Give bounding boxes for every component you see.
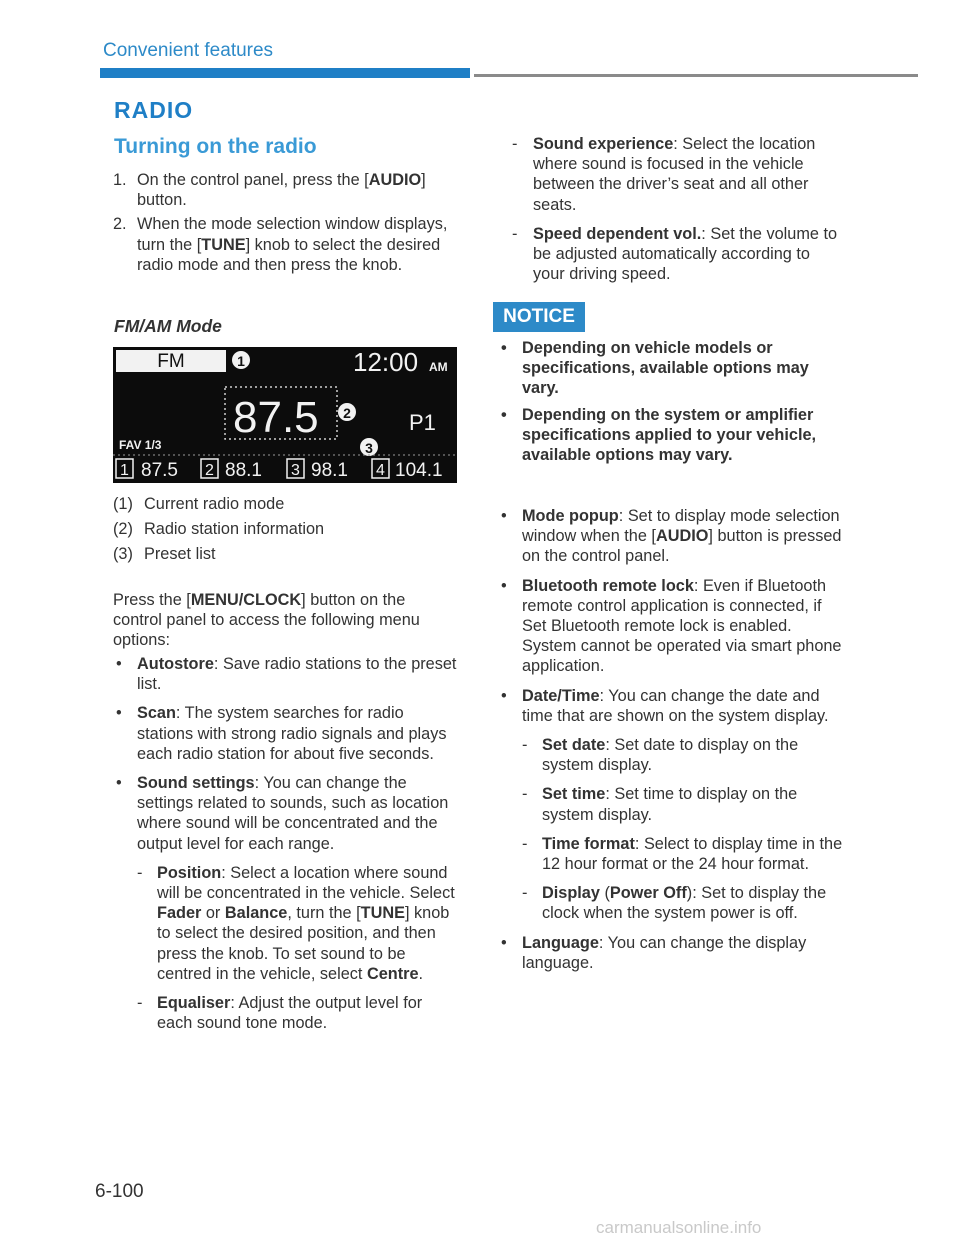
legend-item [113,494,458,514]
menu-option-sound-settings [113,773,458,1033]
option-label: Time format [542,834,635,853]
option-text: or [201,904,225,923]
dash-icon: - [522,834,528,853]
option-text: : You can change the display language. [522,933,807,972]
legend-number: (2) [113,520,133,539]
option-text: , turn the [ [287,904,361,923]
suboption-sound-experience [498,134,843,215]
notice-item [498,338,843,399]
option-label: Set time [542,785,606,804]
suboption-time-format [522,834,843,874]
step-item [113,170,453,210]
suboption-display [522,883,843,923]
option-text: : You can change the settings related to sounds, such as location where sound will be concentrated and the output level for each range. [137,774,449,853]
option-text: ] button is pressed on the control panel. [522,527,842,566]
notice-item [498,405,843,466]
dash-icon: - [522,884,528,903]
dash-icon: - [522,736,528,755]
step-item [113,214,453,275]
preset-frequency: 87.5 [141,460,178,481]
option-label: Scan [137,704,176,723]
option-label: Set date [542,736,606,755]
suboption-set-time [522,784,843,824]
bullet-icon: • [501,933,507,952]
option-label: Autostore [137,655,214,673]
legend-item [113,544,458,564]
option-key: Power Off [609,884,687,903]
option-label: Equaliser [157,994,231,1013]
suboption-position [137,863,458,984]
bullet-icon: • [116,704,122,723]
clock-ampm: AM [429,360,448,374]
step-text: When the mode selection window displays, turn the [ [137,215,448,254]
step-key: TUNE [201,235,246,254]
legend-text: Current radio mode [144,495,285,513]
notice-badge: NOTICE [493,302,585,332]
option-text: : Even if Bluetooth remote control application is connected, if Set Bluetooth remote lock is enabled. System cannot be operated via smart phone application. [522,576,842,676]
preset-page: P1 [409,410,436,435]
option-label: Mode popup [522,507,619,525]
preset-number: 3 [291,462,300,479]
option-text: : You can change the date and time that are shown on the system display. [522,686,829,725]
menu-options-right [498,506,843,982]
preset-number: 1 [120,462,129,479]
dash-icon: - [512,135,518,153]
suboption-equaliser [137,993,458,1033]
menu-option-bluetooth-remote-lock [498,576,843,677]
menu-option-language [498,933,843,973]
page-title: RADIO [114,97,194,123]
option-text: : Set time to display on the system display. [542,785,798,824]
option-text: : Adjust the output level for each sound tone mode. [157,994,423,1033]
option-text: : Set the volume to be adjusted automatically according to your driving speed. [533,224,838,284]
header-rule-blue [100,68,470,78]
step-key: AUDIO [368,171,422,189]
preset-number: 4 [376,462,385,479]
option-key: TUNE [360,904,405,923]
bullet-icon: • [116,655,122,673]
notice-text: Depending on the system or amplifier specifications applied to your vehicle, available options may vary. [522,405,817,465]
menu-intro-paragraph [113,590,458,651]
steps-list [113,170,453,279]
suboption-set-date [522,735,843,775]
callout-2-label: 2 [343,405,351,421]
screen-legend [113,494,458,570]
clock-readout: 12:00 [353,347,419,377]
legend-text: Preset list [144,545,216,564]
option-label: Sound settings [137,774,255,793]
option-label: Position [157,863,222,882]
menu-option-date-time [498,686,843,924]
menu-option-autostore [113,654,458,694]
option-label: Speed dependent vol. [533,224,702,243]
watermark: carmanualsonline.info [596,1218,762,1237]
option-label: Bluetooth remote lock [522,576,694,595]
option-text: : Select a location where sound will be concentrated in the vehicle. Select [157,863,455,903]
option-key: Fader [157,904,202,923]
legend-text: Radio station information [144,520,325,539]
option-label: Display [542,884,600,903]
section-subtitle: Turning on the radio [114,135,317,158]
option-key: Centre [366,964,419,983]
step-text: ] button. [137,171,426,210]
option-text: : Select the location where sound is focused in the vehicle between the driver’s seat and all other seats. [533,135,816,214]
header-rule-grey [474,74,918,77]
bullet-icon: • [116,774,122,793]
step-number: 2. [113,215,127,234]
dash-icon: - [512,224,518,243]
step-number: 1. [113,171,127,189]
legend-number: (3) [113,545,133,564]
bullet-icon: • [501,507,507,525]
option-text: : Save radio stations to the preset list. [137,655,457,694]
step-text: ] knob to select the desired radio mode and then press the knob. [137,235,441,274]
dash-icon: - [522,785,528,804]
page-number: 6-100 [95,1181,144,1202]
option-text: : Set date to display on the system display. [542,736,799,775]
option-text: ): Set to display the clock when the system power is off. [542,884,827,923]
option-label: Sound experience [533,135,674,153]
bullet-icon: • [501,686,507,705]
bullet-icon: • [501,339,507,357]
option-text: . [418,964,424,983]
step-text: On the control panel, press the [ [137,171,369,189]
sound-settings-continued [498,134,843,293]
menu-option-scan [113,703,458,764]
option-text: : Set to display mode selection window when the [ [522,507,840,546]
fav-label: FAV 1/3 [119,438,162,452]
section-header: Convenient features [103,40,274,61]
option-text: : The system searches for radio stations with strong radio signals and plays each radio station for about five seconds. [137,704,447,763]
dash-icon: - [137,994,143,1013]
option-text: ] knob to select the desired position, and then press the knob. To set sound to be centred in the vehicle, select [157,904,450,983]
callout-1-label: 1 [237,353,245,369]
radio-screen-illustration [113,347,457,483]
option-text: ( [599,884,610,903]
menu-options-left [113,654,458,1042]
option-key: Balance [224,904,288,923]
legend-number: (1) [113,495,133,513]
preset-frequency: 98.1 [311,460,348,481]
menu-option-mode-popup [498,506,843,567]
intro-key: MENU/CLOCK [190,591,302,609]
preset-frequency: 104.1 [395,460,443,481]
option-label: Date/Time [522,686,600,705]
mode-heading: FM/AM Mode [114,316,222,336]
notice-text: Depending on vehicle models or specifications, available options may vary. [522,339,809,398]
preset-frequency: 88.1 [225,460,262,481]
dash-icon: - [137,863,143,882]
notice-list [498,338,843,471]
intro-text: ] button on the control panel to access the following menu options: [113,591,420,650]
preset-number: 2 [205,462,214,479]
option-key: AUDIO [655,527,709,546]
bullet-icon: • [501,405,507,424]
mode-label: FM [157,351,185,372]
bullet-icon: • [501,576,507,595]
frequency-readout: 87.5 [233,393,319,442]
option-text: : Select to display time in the 12 hour format or the 24 hour format. [542,834,843,874]
legend-item [113,519,458,539]
intro-text: Press the [ [113,591,191,609]
callout-3-label: 3 [365,440,373,456]
suboption-speed-dependent-volume [498,224,843,285]
option-label: Language [522,933,599,952]
